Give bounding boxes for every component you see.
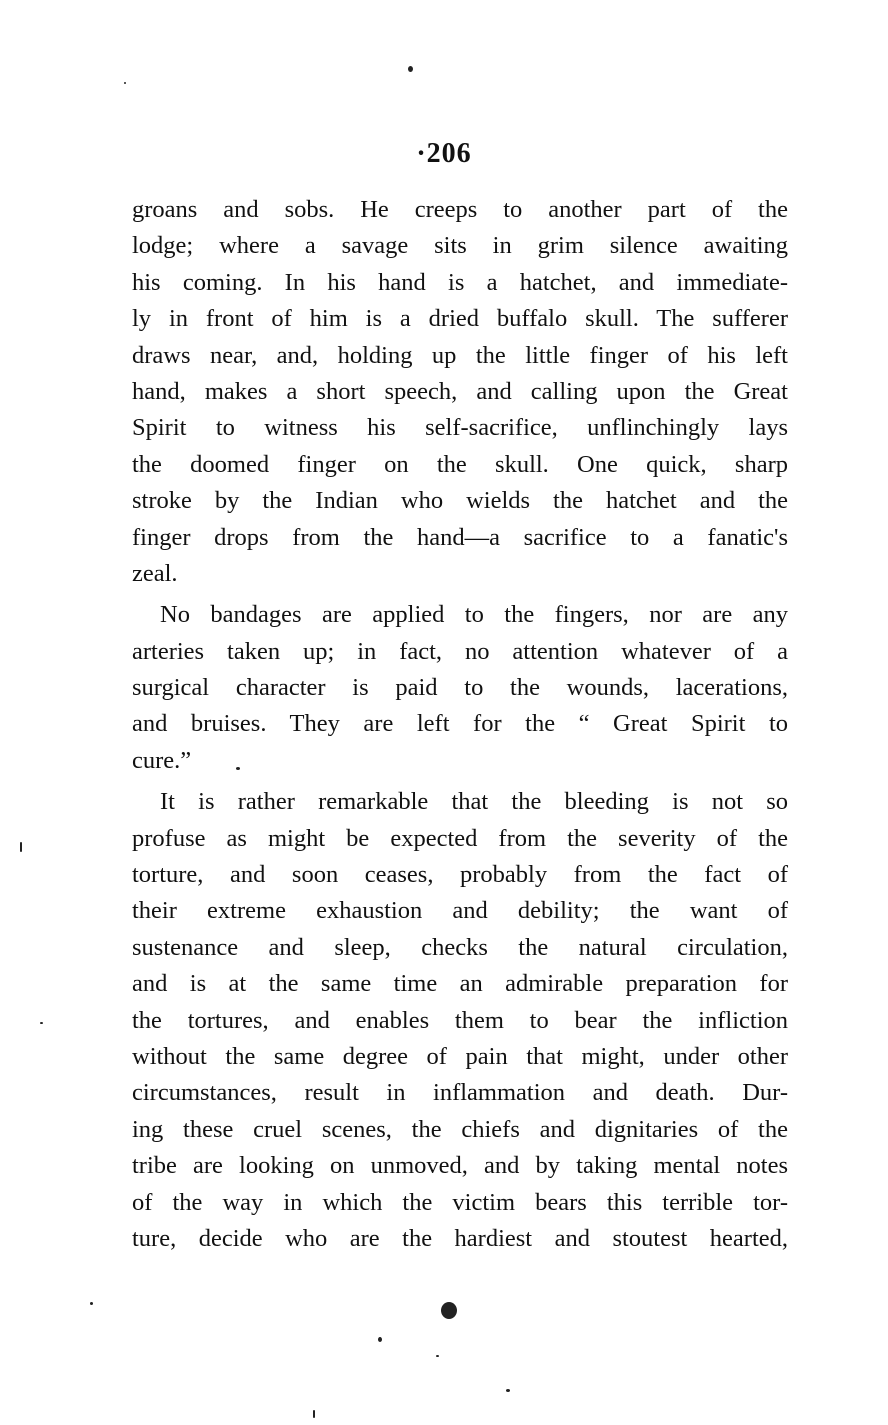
text-line: cure.”	[132, 746, 192, 774]
text-line: his coming. In his hand is a hatchet, and immediate-	[132, 268, 788, 296]
text-line: draws near, and, holding up the little finger of his left	[132, 341, 788, 369]
ink-speck	[236, 767, 240, 770]
text-line: torture, and soon ceases, probably from the fact of	[132, 861, 788, 889]
text-line: lodge; where a savage sits in grim silence awaiting	[132, 232, 788, 260]
paragraph	[132, 597, 788, 779]
ink-speck	[40, 1022, 43, 1024]
text-line: stroke by the Indian who wields the hatchet and the	[132, 487, 788, 515]
page-number: ·206	[416, 138, 472, 169]
text-line: surgical character is paid to the wounds, lacerations,	[132, 674, 788, 702]
paragraph	[132, 784, 788, 1257]
text-line: zeal.	[132, 559, 178, 587]
text-line: their extreme exhaustion and debility; the want of	[132, 897, 788, 925]
text-line: groans and sobs. He creeps to another part of the	[132, 196, 788, 223]
text-line: the tortures, and enables them to bear the infliction	[132, 1006, 788, 1034]
text-line: hand, makes a short speech, and calling upon the Great	[132, 377, 788, 405]
text-line: profuse as might be expected from the severity of the	[132, 824, 788, 852]
ink-speck	[436, 1355, 439, 1357]
text-line: arteries taken up; in fact, no attention whatever of a	[132, 637, 788, 665]
ink-speck	[378, 1337, 382, 1342]
text-line: circumstances, result in inflammation and death. Dur-	[132, 1079, 788, 1107]
text-line: No bandages are applied to the fingers, nor are any	[160, 601, 788, 629]
text-line: the doomed finger on the skull. One quick, sharp	[132, 450, 788, 478]
ink-speck	[313, 1410, 315, 1418]
text-line: ture, decide who are the hardiest and stoutest hearted,	[132, 1224, 788, 1252]
body-text	[132, 192, 788, 1257]
text-line: and is at the same time an admirable preparation for	[132, 970, 788, 998]
text-line: It is rather remarkable that the bleeding is not so	[160, 788, 788, 816]
text-line: without the same degree of pain that might, under other	[132, 1042, 788, 1070]
text-line: finger drops from the hand—a sacrifice to a fanatic's	[132, 523, 788, 551]
text-line: sustenance and sleep, checks the natural circulation,	[132, 933, 788, 961]
ink-speck	[408, 66, 413, 72]
ink-speck	[20, 842, 22, 852]
text-line: and bruises. They are left for the “ Great Spirit to	[132, 710, 788, 738]
text-line: of the way in which the victim bears this terrible tor-	[132, 1188, 788, 1216]
ink-speck	[506, 1389, 510, 1392]
paragraph	[132, 192, 788, 592]
text-line: Spirit to witness his self-sacrifice, unflinchingly lays	[132, 414, 788, 442]
text-line: ly in front of him is a dried buffalo skull. The sufferer	[132, 305, 788, 333]
ink-speck	[124, 82, 126, 84]
ink-speck	[441, 1302, 457, 1319]
ink-speck	[90, 1302, 93, 1305]
text-line: tribe are looking on unmoved, and by taking mental notes	[132, 1152, 788, 1180]
text-line: ing these cruel scenes, the chiefs and dignitaries of the	[132, 1115, 788, 1143]
